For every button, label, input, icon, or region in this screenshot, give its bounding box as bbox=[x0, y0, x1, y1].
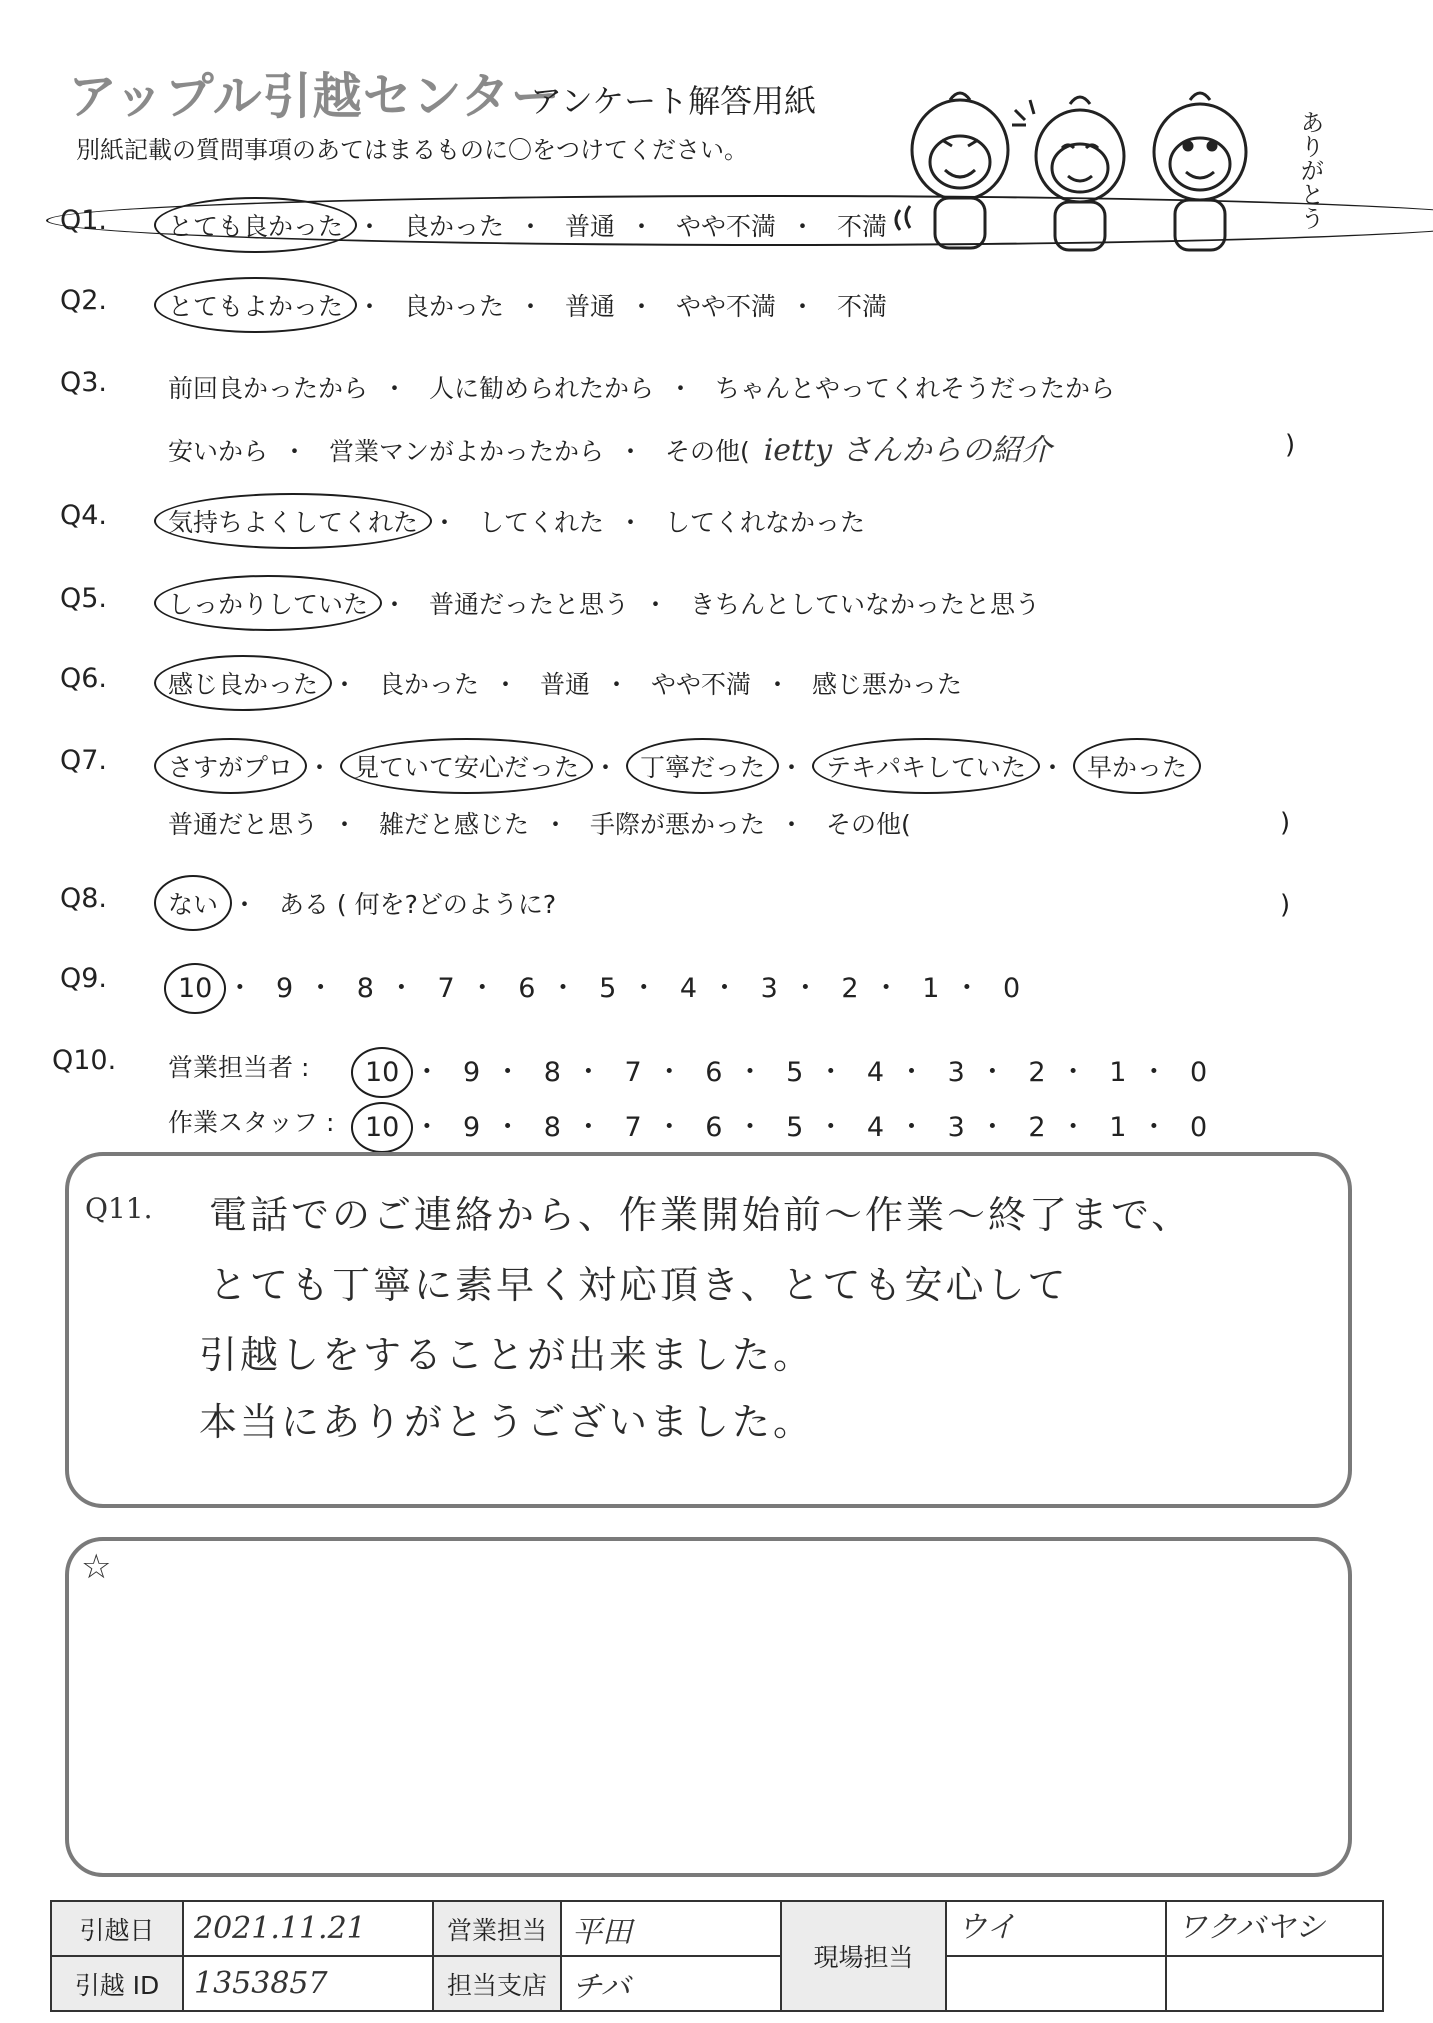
q10-staff-score-9[interactable]: 9 bbox=[462, 1112, 481, 1143]
q6-option-4[interactable]: やや不満 bbox=[650, 670, 751, 699]
q3-other-text[interactable]: ietty さんからの紹介 bbox=[763, 433, 1052, 468]
q10-sales-score-10[interactable]: 10 bbox=[365, 1057, 400, 1088]
q10-staff-score-10[interactable]: 10 bbox=[365, 1112, 400, 1143]
q10-staff-score-6[interactable]: 6 bbox=[705, 1112, 723, 1143]
q9-score-10[interactable]: 10 bbox=[178, 973, 213, 1004]
q8-label: Q8. bbox=[60, 883, 108, 914]
q4-option-2[interactable]: してくれた bbox=[478, 508, 604, 537]
q7-close-paren: ) bbox=[1280, 808, 1291, 838]
q10-sales-score-4[interactable]: 4 bbox=[866, 1057, 885, 1088]
q11-answer-line-2: とても丁寧に素早く対応頂き、とても安心して bbox=[209, 1263, 1069, 1307]
q2-option-1[interactable]: とてもよかった bbox=[168, 287, 343, 323]
q10-sales-score-2[interactable]: 2 bbox=[1028, 1057, 1046, 1088]
q10-staff-score-3[interactable]: 3 bbox=[947, 1112, 965, 1143]
q11-answer-line-3: 引越しをすることが出来ました。 bbox=[199, 1333, 815, 1377]
q1-option-5[interactable]: 不満 bbox=[836, 212, 887, 241]
move-id-label: 引越 ID bbox=[51, 1956, 183, 2011]
q8-close-paren: ) bbox=[1280, 890, 1291, 920]
q8-option-1[interactable]: ない bbox=[168, 885, 218, 921]
star-icon: ☆ bbox=[81, 1547, 112, 1587]
q10-staff-score-0[interactable]: 0 bbox=[1189, 1112, 1208, 1143]
q7-label: Q7. bbox=[60, 745, 108, 776]
q1-options: とても良かった ・ 良かった ・ 普通 ・ やや不満 ・ 不満 bbox=[168, 207, 887, 243]
q7-options-line1: さすがプロ ・ 見ていて安心だった ・ 丁寧だった ・ テキパキしていた ・ 早かった bbox=[168, 748, 1187, 784]
q10-sales-score-9[interactable]: 9 bbox=[462, 1057, 481, 1088]
q9-score-3[interactable]: 3 bbox=[760, 973, 778, 1004]
q3-option-4[interactable]: 安いから bbox=[168, 437, 269, 466]
q7-option-7[interactable]: 雑だと感じた bbox=[378, 810, 529, 839]
star-comment-box[interactable] bbox=[65, 1537, 1352, 1877]
q3-option-1[interactable]: 前回良かったから bbox=[168, 374, 369, 403]
move-id-value[interactable]: 1353857 bbox=[183, 1956, 433, 2011]
q7-option-3[interactable]: 丁寧だった bbox=[640, 748, 765, 784]
q10-label: Q10. bbox=[52, 1045, 117, 1076]
q2-option-5[interactable]: 不満 bbox=[836, 292, 887, 321]
q4-option-1[interactable]: 気持ちよくしてくれた bbox=[168, 503, 418, 539]
q3-option-5[interactable]: 営業マンがよかったから bbox=[328, 437, 604, 466]
q11-answer-box[interactable] bbox=[65, 1152, 1352, 1508]
q10-row-staff-name: 作業スタッフ : bbox=[168, 1108, 335, 1137]
q2-options: とてもよかった ・ 良かった ・ 普通 ・ やや不満 ・ 不満 bbox=[168, 287, 887, 323]
q9-scale: 10 ・ 9 ・ 8 ・ 7 ・ 6 ・ 5 ・ 4 ・ 3 ・ 2 ・ 1 ・ 0 bbox=[178, 973, 1021, 1004]
q4-label: Q4. bbox=[60, 500, 108, 531]
q6-option-5[interactable]: 感じ悪かった bbox=[811, 670, 962, 699]
sales-label: 営業担当 bbox=[433, 1901, 561, 1956]
q10-row-staff-scale: 10 ・ 9 ・ 8 ・ 7 ・ 6 ・ 5 ・ 4 ・ 3 ・ 2 ・ 1 ・ 0 bbox=[365, 1112, 1208, 1143]
footer-info-table bbox=[50, 1900, 1384, 2012]
q3-label: Q3. bbox=[60, 367, 108, 398]
q11-answer-line-1: 電話でのご連絡から、作業開始前〜作業〜終了まで、 bbox=[209, 1193, 1193, 1237]
q11-label: Q11. bbox=[85, 1192, 153, 1225]
q1-option-1[interactable]: とても良かった bbox=[168, 207, 343, 243]
branch-label: 担当支店 bbox=[433, 1956, 561, 2011]
q8-option-2[interactable]: ある ( 何を?どのように? bbox=[278, 890, 557, 919]
q2-label: Q2. bbox=[60, 285, 108, 316]
instruction-text: 別紙記載の質問事項のあてはまるものに〇をつけてください。 bbox=[76, 136, 748, 164]
site-staff-1[interactable]: ウイ bbox=[946, 1901, 1166, 1956]
q6-label: Q6. bbox=[60, 663, 108, 694]
form-title: アンケート解答用紙 bbox=[530, 82, 817, 120]
q3-close-paren: ) bbox=[1285, 430, 1296, 460]
q1-option-4[interactable]: やや不満 bbox=[675, 212, 776, 241]
q9-score-7[interactable]: 7 bbox=[437, 973, 455, 1004]
q10-sales-score-5[interactable]: 5 bbox=[786, 1057, 804, 1088]
q3-other-label: その他( bbox=[664, 437, 750, 466]
q10-staff-score-7[interactable]: 7 bbox=[624, 1112, 642, 1143]
q9-score-1[interactable]: 1 bbox=[922, 973, 940, 1004]
brand-title: アップル引越センター bbox=[68, 68, 561, 125]
q2-option-4[interactable]: やや不満 bbox=[675, 292, 776, 321]
q9-score-2[interactable]: 2 bbox=[841, 973, 859, 1004]
q7-option-2[interactable]: 見ていて安心だった bbox=[354, 748, 579, 784]
q6-option-2[interactable]: 良かった bbox=[378, 670, 479, 699]
q10-sales-score-1[interactable]: 1 bbox=[1109, 1057, 1127, 1088]
q9-score-8[interactable]: 8 bbox=[356, 973, 374, 1004]
site-staff-2[interactable]: ワクバヤシ bbox=[1166, 1901, 1383, 1956]
q10-staff-score-4[interactable]: 4 bbox=[866, 1112, 885, 1143]
q10-sales-score-8[interactable]: 8 bbox=[543, 1057, 561, 1088]
q7-option-4[interactable]: テキパキしていた bbox=[826, 748, 1026, 784]
q10-sales-score-6[interactable]: 6 bbox=[705, 1057, 723, 1088]
move-date-label: 引越日 bbox=[51, 1901, 183, 1956]
q8-options: ない ・ ある ( 何を?どのように? bbox=[168, 885, 556, 921]
q7-option-5[interactable]: 早かった bbox=[1087, 748, 1187, 784]
q6-option-3[interactable]: 普通 bbox=[539, 670, 590, 699]
q6-option-1[interactable]: 感じ良かった bbox=[168, 665, 318, 701]
q6-options: 感じ良かった ・ 良かった ・ 普通 ・ やや不満 ・ 感じ悪かった bbox=[168, 665, 962, 701]
q10-staff-score-5[interactable]: 5 bbox=[786, 1112, 804, 1143]
q9-score-4[interactable]: 4 bbox=[679, 973, 698, 1004]
q5-options: しっかりしていた ・ 普通だったと思う ・ きちんとしていなかったと思う bbox=[168, 585, 1040, 621]
q5-option-1[interactable]: しっかりしていた bbox=[168, 585, 368, 621]
q10-row-sales-scale: 10 ・ 9 ・ 8 ・ 7 ・ 6 ・ 5 ・ 4 ・ 3 ・ 2 ・ 1 ・ 0 bbox=[365, 1057, 1208, 1088]
q5-option-2[interactable]: 普通だったと思う bbox=[428, 590, 629, 619]
q1-label: Q1. bbox=[60, 205, 1433, 236]
q9-score-6[interactable]: 6 bbox=[518, 973, 536, 1004]
q10-sales-score-7[interactable]: 7 bbox=[624, 1057, 642, 1088]
q10-staff-score-1[interactable]: 1 bbox=[1109, 1112, 1127, 1143]
q11-answer-line-4: 本当にありがとうございました。 bbox=[199, 1400, 815, 1444]
move-date-value[interactable]: 2021.11.21 bbox=[183, 1901, 433, 1956]
q3-options-line1: 前回良かったから ・ 人に勧められたから ・ ちゃんとやってくれそうだったから bbox=[168, 369, 1115, 405]
q9-label: Q9. bbox=[60, 963, 108, 994]
q10-staff-score-2[interactable]: 2 bbox=[1028, 1112, 1046, 1143]
q9-score-9[interactable]: 9 bbox=[275, 973, 294, 1004]
q2-option-2[interactable]: 良かった bbox=[403, 292, 504, 321]
q10-sales-score-3[interactable]: 3 bbox=[947, 1057, 965, 1088]
q3-option-3[interactable]: ちゃんとやってくれそうだったから bbox=[714, 374, 1115, 403]
q7-option-8[interactable]: 手際が悪かった bbox=[589, 810, 765, 839]
q2-option-3[interactable]: 普通 bbox=[564, 292, 615, 321]
q1-option-2[interactable]: 良かった bbox=[403, 212, 504, 241]
q10-row-sales-name: 営業担当者 : bbox=[168, 1053, 310, 1082]
branch-value[interactable]: チバ bbox=[561, 1956, 781, 2011]
site-staff-label: 現場担当 bbox=[781, 1901, 946, 2011]
q10-staff-score-8[interactable]: 8 bbox=[543, 1112, 561, 1143]
q10-sales-score-0[interactable]: 0 bbox=[1189, 1057, 1208, 1088]
q5-option-3[interactable]: きちんとしていなかったと思う bbox=[689, 590, 1040, 619]
q7-option-1[interactable]: さすがプロ bbox=[168, 748, 293, 784]
q4-option-3[interactable]: してくれなかった bbox=[664, 508, 865, 537]
site-staff-empty-2[interactable] bbox=[1166, 1956, 1383, 2011]
q4-options: 気持ちよくしてくれた ・ してくれた ・ してくれなかった bbox=[168, 503, 865, 539]
q3-options-line2: 安いから ・ 営業マンがよかったから ・ その他( ietty さんからの紹介 bbox=[168, 425, 1052, 469]
q7-option-6[interactable]: 普通だと思う bbox=[168, 810, 319, 839]
q1-option-3[interactable]: 普通 bbox=[564, 212, 615, 241]
q3-option-2[interactable]: 人に勧められたから bbox=[428, 374, 654, 403]
site-staff-empty-1[interactable] bbox=[946, 1956, 1166, 2011]
sales-value[interactable]: 平田 bbox=[561, 1901, 781, 1956]
mascot-thanks-text: ありがとう bbox=[1296, 110, 1324, 230]
q9-score-5[interactable]: 5 bbox=[599, 973, 617, 1004]
q5-label: Q5. bbox=[60, 583, 108, 614]
q7-other-label: その他( bbox=[825, 810, 911, 839]
q9-score-0[interactable]: 0 bbox=[1002, 973, 1021, 1004]
q7-options-line2: 普通だと思う ・ 雑だと感じた ・ 手際が悪かった ・ その他( bbox=[168, 805, 911, 841]
